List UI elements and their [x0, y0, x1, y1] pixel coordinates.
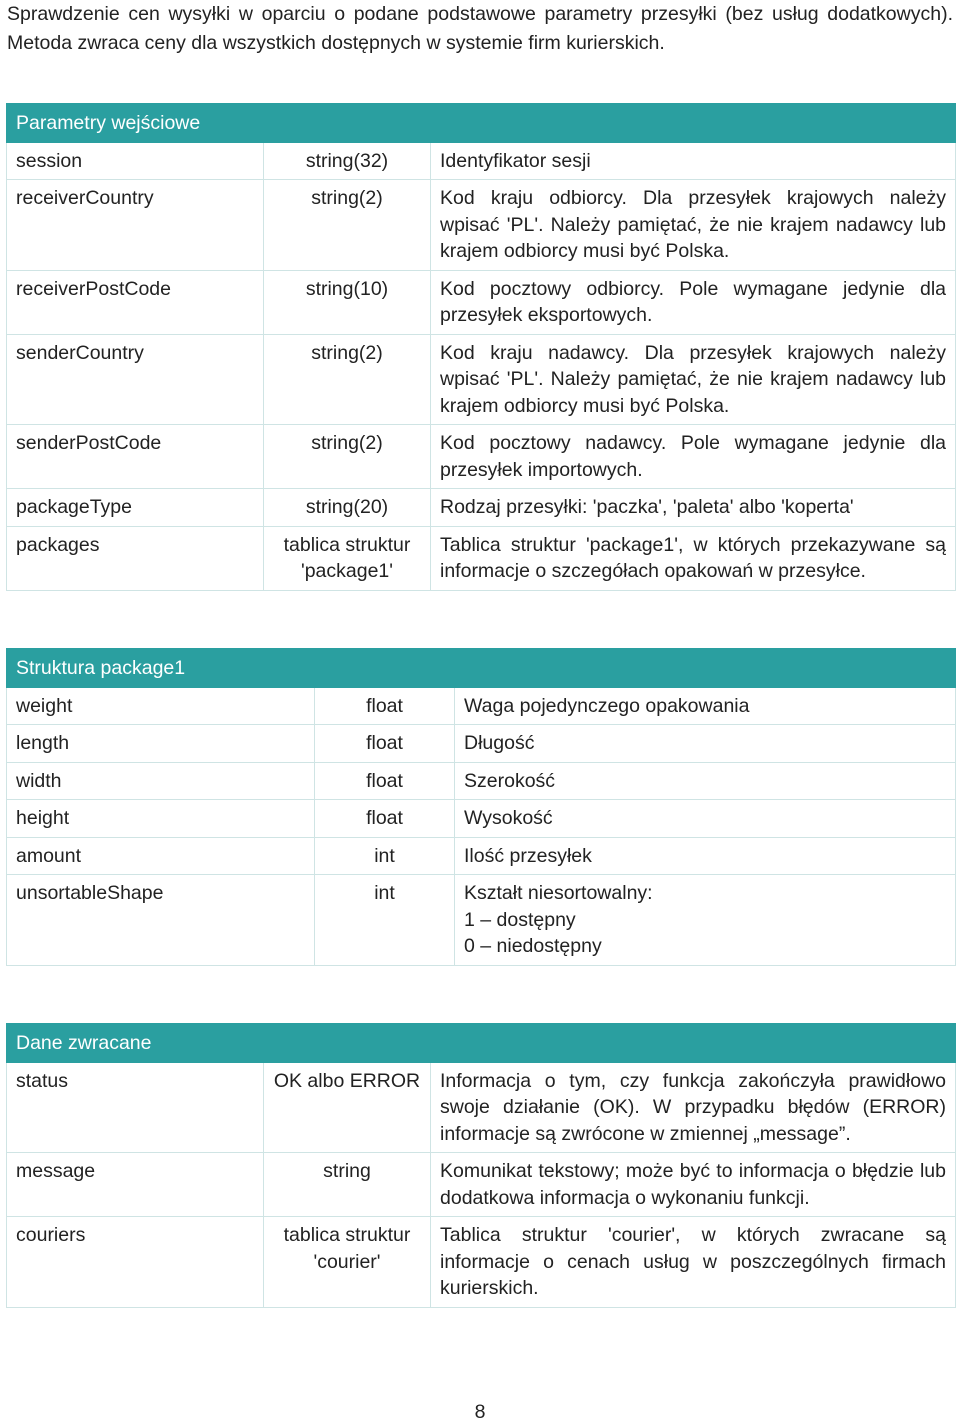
param-description: Tablica struktur 'package1', w których przekazywane są informacje o szczegółach opakowań w przesyłce.: [431, 526, 956, 590]
table-row: [7, 725, 956, 763]
table-row: [7, 837, 956, 875]
param-description: Kod kraju odbiorcy. Dla przesyłek krajowych należy wpisać 'PL'. Należy pamiętać, że nie krajem nadawcy lub krajem odbiorcy musi być Polska.: [431, 180, 956, 271]
table-header-row: [7, 1024, 956, 1063]
field-description: Długość: [455, 725, 956, 763]
returned-data-table: [6, 1023, 956, 1308]
field-type: float: [315, 762, 455, 800]
field-name: unsortableShape: [7, 875, 315, 966]
table-row: [7, 489, 956, 527]
param-type: string(2): [264, 180, 431, 271]
param-description: Kod pocztowy odbiorcy. Pole wymagane jedynie dla przesyłek eksportowych.: [431, 270, 956, 334]
table-row: [7, 1217, 956, 1308]
field-type: float: [315, 687, 455, 725]
table-row: [7, 875, 956, 966]
table-row: [7, 762, 956, 800]
page-number: 8: [474, 1401, 486, 1423]
param-name: senderCountry: [7, 334, 264, 425]
param-description: Kod kraju nadawcy. Dla przesyłek krajowych należy wpisać 'PL'. Należy pamiętać, że nie krajem nadawcy lub krajem odbiorcy musi być Polska.: [431, 334, 956, 425]
param-name: receiverPostCode: [7, 270, 264, 334]
field-type: int: [315, 837, 455, 875]
table-title: Parametry wejściowe: [7, 104, 956, 143]
param-type: string(2): [264, 425, 431, 489]
field-type: OK albo ERROR: [264, 1062, 431, 1153]
description-line: 0 – niedostępny: [464, 935, 602, 957]
field-type: tablica struktur 'courier': [264, 1217, 431, 1308]
description-line: Kształt niesortowalny:: [464, 882, 653, 904]
param-description: Kod pocztowy nadawcy. Pole wymagane jedynie dla przesyłek importowych.: [431, 425, 956, 489]
table-row: [7, 270, 956, 334]
field-type: float: [315, 725, 455, 763]
method-description: Sprawdzenie cen wysyłki w oparciu o podane podstawowe parametry przesyłki (bez usług dodatkowych). Metoda zwraca ceny dla wszystkich dostępnych w systemie firm kurierskich.: [7, 3, 953, 54]
table-header-row: [7, 649, 956, 688]
field-name: status: [7, 1062, 264, 1153]
param-description: Identyfikator sesji: [431, 142, 956, 180]
param-type: string(2): [264, 334, 431, 425]
input-parameters-table: [6, 103, 956, 591]
field-description: Waga pojedynczego opakowania: [455, 687, 956, 725]
field-description: Ilość przesyłek: [455, 837, 956, 875]
table-row: [7, 800, 956, 838]
table-row: [7, 526, 956, 590]
param-type: string(10): [264, 270, 431, 334]
field-name: couriers: [7, 1217, 264, 1308]
param-type: string(32): [264, 142, 431, 180]
table-row: [7, 1153, 956, 1217]
field-name: weight: [7, 687, 315, 725]
field-description: Szerokość: [455, 762, 956, 800]
package1-structure-table: [6, 648, 956, 966]
field-name: width: [7, 762, 315, 800]
table-row: [7, 687, 956, 725]
field-type: float: [315, 800, 455, 838]
field-description: Wysokość: [455, 800, 956, 838]
table-row: [7, 180, 956, 271]
table-row: [7, 334, 956, 425]
description-line: 1 – dostępny: [464, 908, 576, 931]
param-name: receiverCountry: [7, 180, 264, 271]
field-name: length: [7, 725, 315, 763]
field-description: [455, 875, 956, 966]
param-type: tablica struktur 'package1': [264, 526, 431, 590]
field-name: message: [7, 1153, 264, 1217]
table-header-row: [7, 104, 956, 143]
param-name: packageType: [7, 489, 264, 527]
table-row: [7, 1062, 956, 1153]
field-name: amount: [7, 837, 315, 875]
table-row: [7, 142, 956, 180]
field-name: height: [7, 800, 315, 838]
param-name: session: [7, 142, 264, 180]
table-title: Struktura package1: [7, 649, 956, 688]
field-description: Tablica struktur 'courier', w których zwracane są informacje o cenach usług w poszczególnych firmach kurierskich.: [431, 1217, 956, 1308]
param-type: string(20): [264, 489, 431, 527]
table-title: Dane zwracane: [7, 1024, 956, 1063]
field-description: Informacja o tym, czy funkcja zakończyła prawidłowo swoje działanie (OK). W przypadku błędów (ERROR) informacje są zwrócone w zmiennej „message”.: [431, 1062, 956, 1153]
param-name: packages: [7, 526, 264, 590]
param-name: senderPostCode: [7, 425, 264, 489]
field-type: int: [315, 875, 455, 966]
field-type: string: [264, 1153, 431, 1217]
table-row: [7, 425, 956, 489]
field-description: Komunikat tekstowy; może być to informacja o błędzie lub dodatkowa informacja o wykonaniu funkcji.: [431, 1153, 956, 1217]
param-description: Rodzaj przesyłki: 'paczka', 'paleta' albo 'koperta': [431, 489, 956, 527]
